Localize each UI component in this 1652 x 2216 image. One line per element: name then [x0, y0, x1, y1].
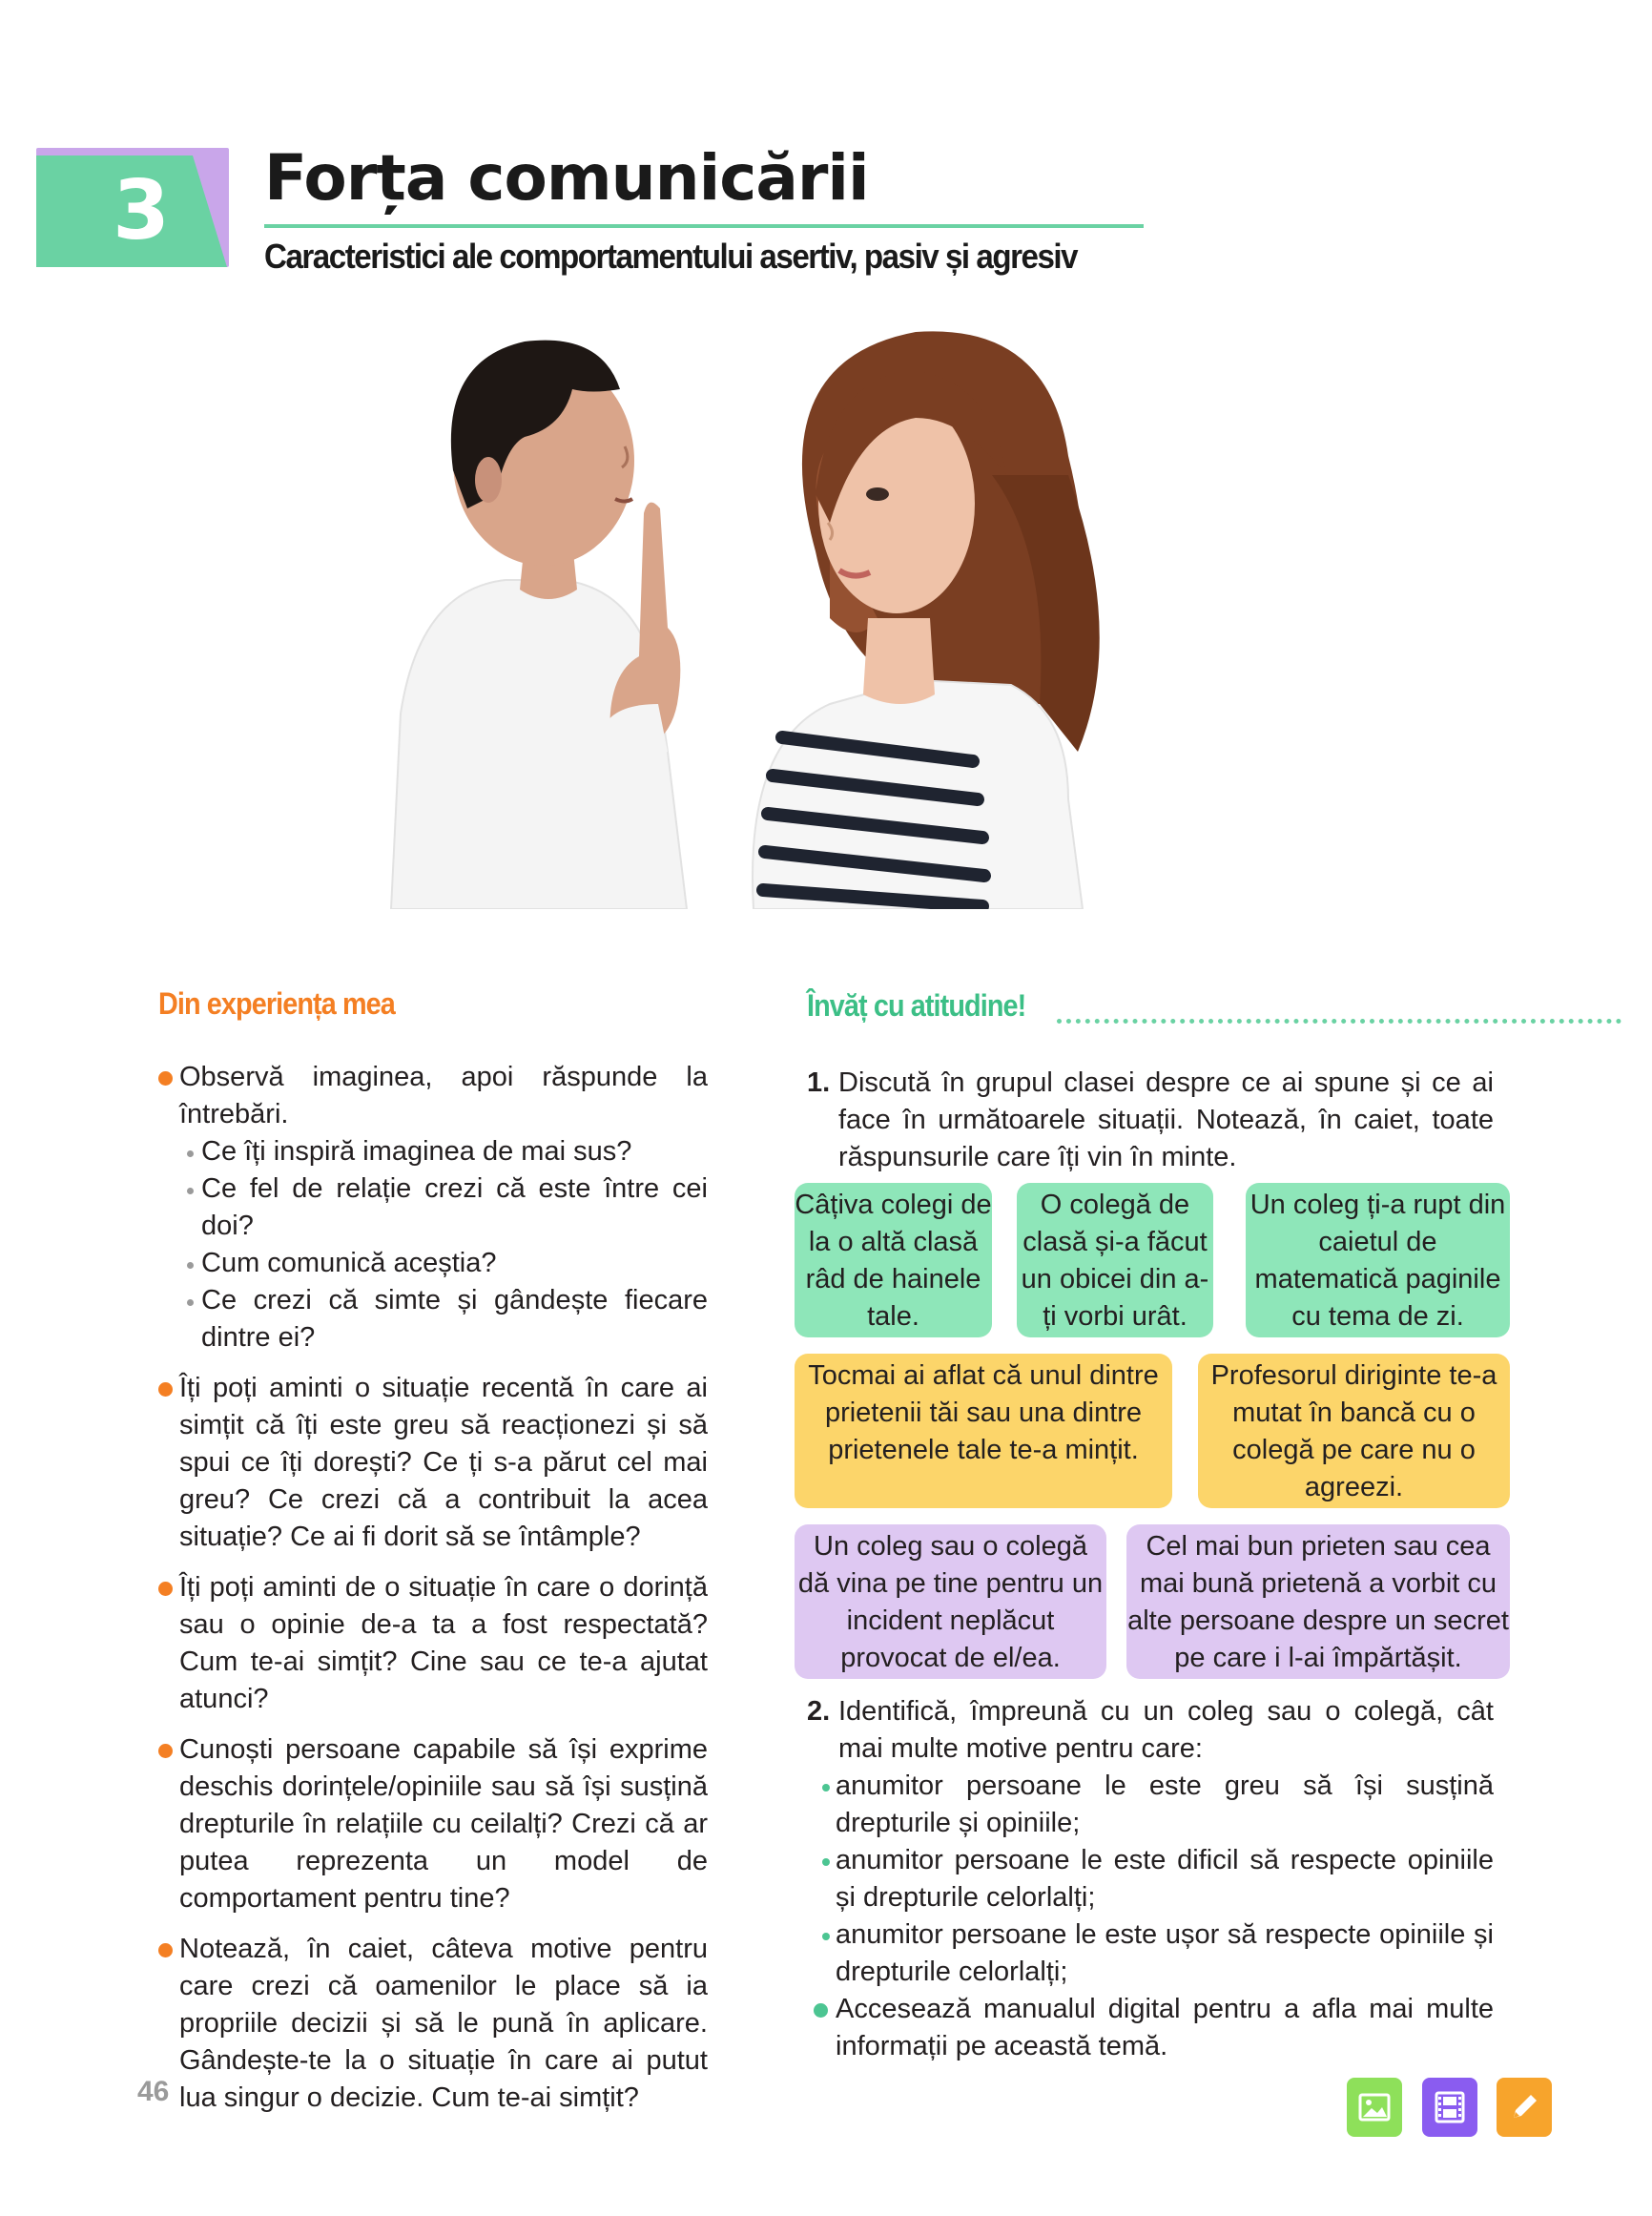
boy-figure [391, 341, 687, 909]
gray-bullet-icon [187, 1299, 194, 1306]
list-item: anumitor persoane le este ușor să respecte opiniile și drepturile celorlalți; [807, 1916, 1494, 1991]
list-item: Cunoști persoane capabile să își exprime deschis dorințele/opiniile sau să își susțină drepturile în relațiile cu ceilalți? Crezi că ar putea reprezenta un model de comportament pentru tine? [158, 1731, 708, 1917]
green-bullet-icon [822, 1933, 830, 1940]
situation-card: O colegă de clasă și-a făcut un obicei din a-ți vorbi urât. [1017, 1183, 1213, 1337]
digital-manual-note: Accesează manualul digital pentru a afla mai multe informații pe această temă. [807, 1991, 1494, 2065]
exercise-2 [807, 1693, 1494, 2065]
orange-bullet-icon [158, 1382, 173, 1397]
page-title: Forța comunicării [264, 141, 869, 215]
question-item: Cum comunică aceștia? [158, 1245, 708, 1282]
girl-figure [753, 331, 1100, 909]
green-bullet-icon [814, 2003, 828, 2018]
exercise-text: Identifică, împreună cu un coleg sau o colegă, cât mai multe motive pentru care: [838, 1696, 1494, 1764]
list-item: Observă imaginea, apoi răspunde la întrebări. [158, 1059, 708, 1133]
green-bullet-icon [822, 1784, 830, 1791]
orange-bullet-icon [158, 1582, 173, 1596]
page-number: 46 [137, 2076, 170, 2107]
gray-bullet-icon [187, 1150, 194, 1157]
situation-card: Tocmai ai aflat că unul dintre prietenii tăi sau una dintre prietenele tale te-a mințit. [795, 1354, 1172, 1508]
exercise-number: 2. [807, 1696, 831, 1727]
list-item: Îți poți aminti o situație recentă în care ai simțit că îți este greu să reacționezi și să spui ce îți dorești? Ce ți s-a părut cel mai greu? Ce crezi că a contribuit la acea situație? Ce ai fi dorit să se întâmple? [158, 1370, 708, 1556]
film-icon [1431, 2088, 1469, 2126]
orange-bullet-icon [158, 1744, 173, 1758]
exercise-1 [807, 1065, 1494, 1176]
image-icon [1355, 2088, 1394, 2126]
question-item: Ce crezi că simte și gândește fiecare dintre ei? [158, 1282, 708, 1357]
situation-card: Cel mai bun prieten sau cea mai bună prietenă a vorbit cu alte persoane despre un secret pe care i l-ai împărtășit. [1126, 1524, 1510, 1679]
orange-bullet-icon [158, 1071, 173, 1086]
green-bullet-icon [822, 1858, 830, 1866]
section-heading-din-experienta: Din experiența mea [158, 986, 395, 1021]
question-item: Ce fel de relație crezi că este între cei doi? [158, 1170, 708, 1245]
situation-card: Un coleg ți-a rupt din caietul de matematică paginile cu tema de zi. [1246, 1183, 1510, 1337]
section-heading-invat-cu-atitudine: Învăț cu atitudine! [807, 988, 1026, 1023]
list-item: Îți poți aminti de o situație în care o dorință sau o opinie de-a ta a fost respectată? Cum te-ai simțit? Cine sau ce te-a ajutat atunci? [158, 1569, 708, 1718]
exercise-resource-button[interactable] [1497, 2078, 1552, 2137]
lesson-number-badge [36, 148, 229, 267]
pencil-icon [1505, 2088, 1543, 2126]
list-item: anumitor persoane le este greu să își susțină drepturile și opiniile; [807, 1768, 1494, 1842]
list-item: Notează, în caiet, câteva motive pentru care crezi că oamenilor le place să ia propriile decizii și să le pună în aplicare. Gândește-te la o situație în care ai putut lua singur o decizie. Cum te-ai simțit? [158, 1931, 708, 2117]
situation-card: Un coleg sau o colegă dă vina pe tine pentru un incident neplăcut provocat de el/ea. [795, 1524, 1106, 1679]
gray-bullet-icon [187, 1188, 194, 1194]
question-item: Ce îți inspiră imaginea de mai sus? [158, 1133, 708, 1170]
page-subtitle: Caracteristici ale comportamentului asertiv, pasiv și agresiv [264, 237, 1078, 276]
left-column [158, 1059, 708, 2117]
situation-card: Câțiva colegi de la o altă clasă râd de hainele tale. [795, 1183, 992, 1337]
image-resource-button[interactable] [1347, 2078, 1402, 2137]
gray-bullet-icon [187, 1262, 194, 1269]
exercise-number: 1. [807, 1067, 831, 1098]
lesson-number: 3 [113, 163, 170, 259]
list-item: anumitor persoane le este dificil să respecte opiniile și drepturile celorlalți; [807, 1842, 1494, 1916]
lesson-photo [382, 303, 1335, 909]
exercise-text: Discută în grupul clasei despre ce ai spune și ce ai face în următoarele situații. Notează, în caiet, toate răspunsurile care îți vin în minte. [838, 1067, 1494, 1172]
dotted-divider [1057, 1019, 1621, 1024]
orange-bullet-icon [158, 1943, 173, 1957]
situation-card: Profesorul diriginte te-a mutat în bancă cu o colegă pe care nu o agreezi. [1198, 1354, 1510, 1508]
video-resource-button[interactable] [1422, 2078, 1477, 2137]
title-underline [264, 224, 1144, 228]
